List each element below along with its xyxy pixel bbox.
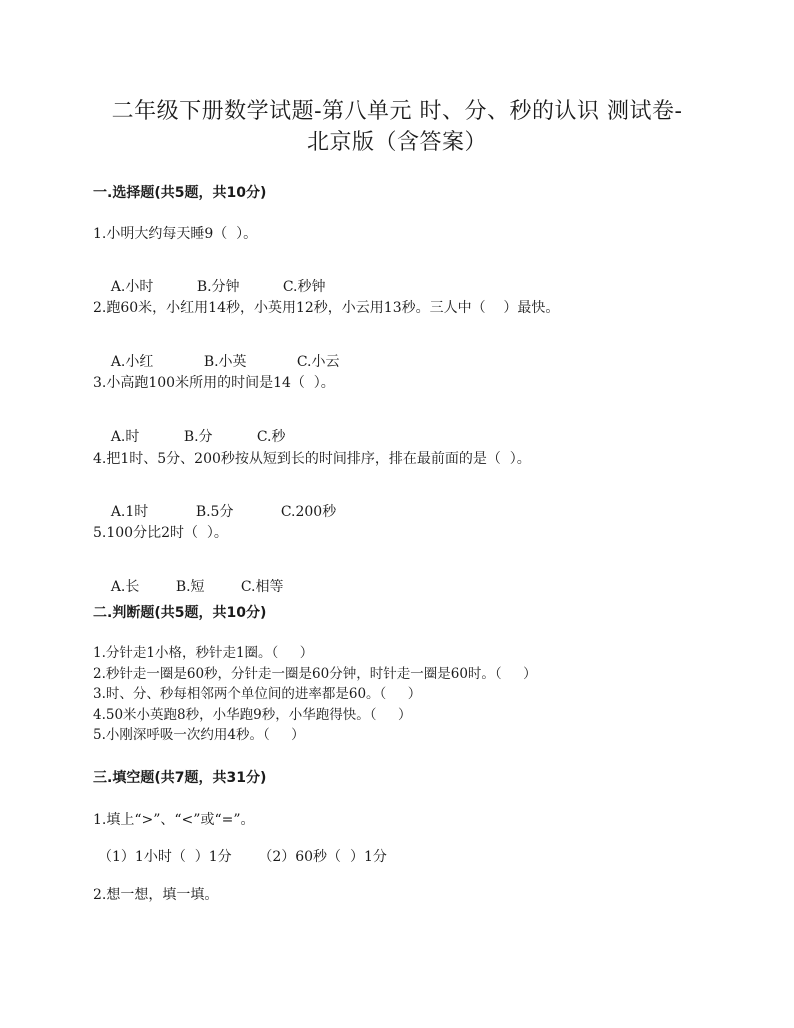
fill-question-1-parts: （1）1小时（ ）1分 （2）60秒（ ）1分 xyxy=(98,849,387,865)
option-c: C.200秒 xyxy=(280,504,337,520)
judgement-list xyxy=(93,643,537,746)
section-heading-choice: 一.选择题(共5题，共10分) xyxy=(93,185,267,201)
option-c: C.秒 xyxy=(256,429,286,445)
question-3-text: 3.小高跑100米所用的时间是14（ ）。 xyxy=(93,375,335,391)
option-c: C.小云 xyxy=(296,354,340,370)
option-b: B.5分 xyxy=(195,504,234,520)
fill-question-1-text: 1.填上“>”、“<”或“=”。 xyxy=(93,812,255,828)
option-a: A.长 xyxy=(110,579,140,595)
judgement-item: 2.秒针走一圈是60秒，分针走一圈是60分钟，时针走一圈是60时。（ ） xyxy=(93,665,537,682)
document-title-line-2: 北京版（含答案） xyxy=(306,130,487,155)
option-c: C.相等 xyxy=(240,579,284,595)
option-a: A.1时 xyxy=(110,504,149,520)
option-b: B.分钟 xyxy=(196,279,240,295)
question-4-text: 4.把1时、5分、200秒按从短到长的时间排序，排在最前面的是（ ）。 xyxy=(93,451,531,467)
option-a: A.时 xyxy=(110,429,140,445)
question-2-text: 2.跑60米，小红用14秒，小英用12秒，小云用13秒。三人中（ ）最快。 xyxy=(93,300,560,316)
document-title-line-1: 二年级下册数学试题-第八单元 时、分、秒的认识 测试卷- xyxy=(111,99,683,124)
option-b: B.分 xyxy=(183,429,213,445)
option-a: A.小时 xyxy=(110,279,154,295)
judgement-item: 5.小刚深呼吸一次约用4秒。（ ） xyxy=(93,727,305,743)
question-5-text: 5.100分比2时（ ）。 xyxy=(93,525,228,541)
option-b: B.小英 xyxy=(203,354,247,370)
section-heading-fill-in: 三.填空题(共7题，共31分) xyxy=(93,770,267,786)
option-c: C.秒钟 xyxy=(282,279,326,295)
section-heading-judgement: 二.判断题(共5题，共10分) xyxy=(93,605,267,621)
judgement-item: 4.50米小英跑8秒，小华跑9秒，小华跑得快。（ ） xyxy=(93,706,412,723)
judgement-item: 3.时、分、秒每相邻两个单位间的进率都是60。（ ） xyxy=(93,686,422,702)
question-1-text: 1.小明大约每天睡9（ ）。 xyxy=(93,226,258,242)
option-b: B.短 xyxy=(175,579,205,595)
option-a: A.小红 xyxy=(110,354,154,370)
fill-question-2-text: 2.想一想，填一填。 xyxy=(93,887,219,903)
judgement-item: 1.分针走1小格，秒针走1圈。（ ） xyxy=(93,645,314,661)
